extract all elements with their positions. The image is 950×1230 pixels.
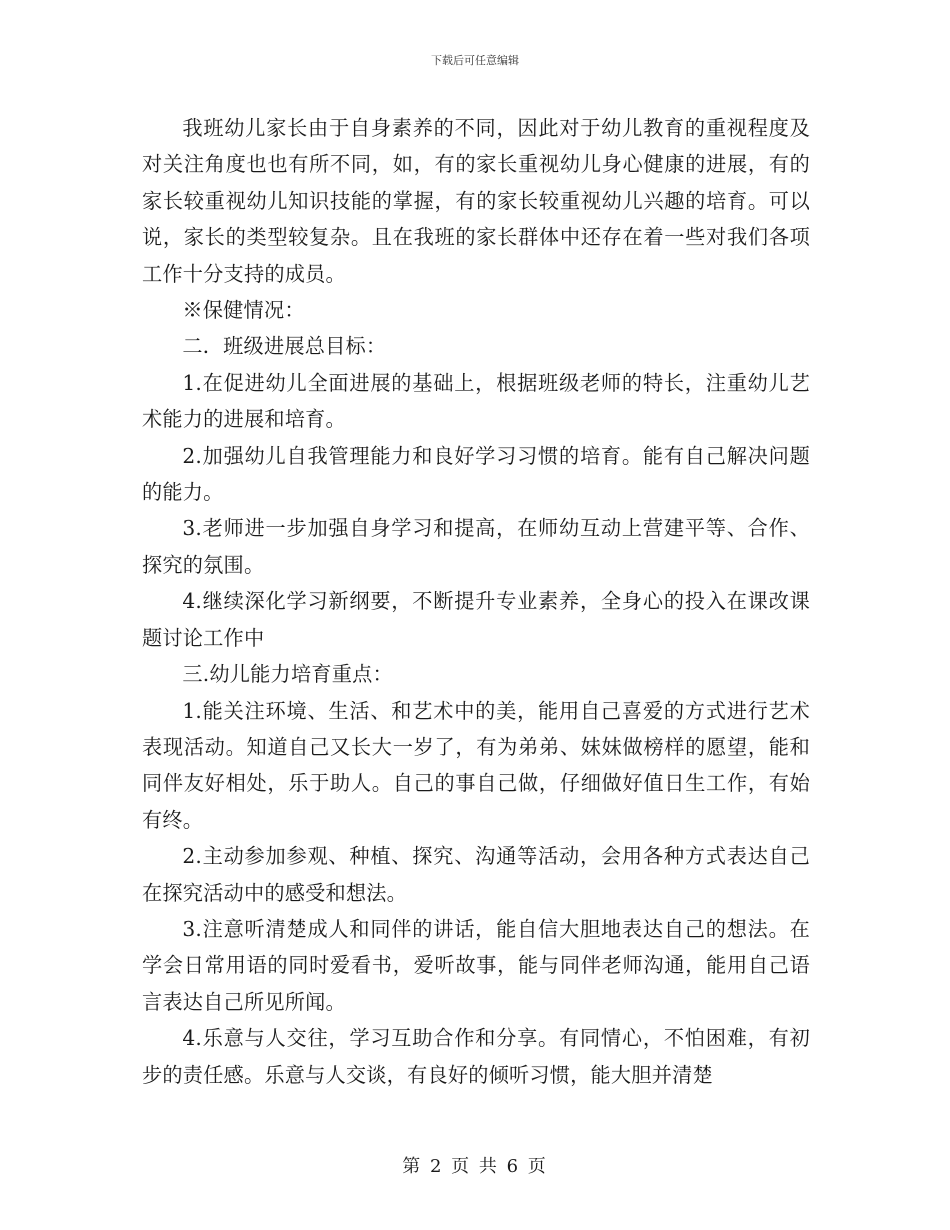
paragraph-goal-4: 4.继续深化学习新纲要，不断提升专业素养，全身心的投入在课改课题讨论工作中 <box>142 589 810 650</box>
document-body <box>142 110 810 1093</box>
paragraph-focus-2: 2.主动参加参观、种植、探究、沟通等活动，会用各种方式表达自己在探究活动中的感受和想法。 <box>142 844 810 905</box>
paragraph-health-status: ※保健情况： <box>182 298 305 323</box>
paragraph-goal-2: 2.加强幼儿自我管理能力和良好学习习惯的培育。能有自己解决问题的能力。 <box>142 443 810 505</box>
paragraph-focus-3: 3.注意听清楚成人和同伴的讲话，能自信大胆地表达自己的想法。在学会日常用语的同时爱看书，爱听故事，能与同伴老师沟通，能用自己语言表达自己所见所闻。 <box>142 916 810 1014</box>
page-number: 第 2 页 共 6 页 <box>402 1156 548 1177</box>
paragraph-focus-4: 4.乐意与人交往，学习互助合作和分享。有同情心，不怕困难，有初步的责任感。乐意与人交谈，有良好的倾听习惯，能大胆并清楚 <box>142 1026 810 1087</box>
section-heading-ability-focus: 三.幼儿能力培育重点： <box>182 662 393 687</box>
paragraph-parents: 我班幼儿家长由于自身素养的不同，因此对于幼儿教育的重视程度及对关注角度也也有所不同，如，有的家长重视幼儿身心健康的进展，有的家长较重视幼儿知识技能的掌握，有的家长较重视幼儿兴趣的培育。可以说，家长的类型较复杂。且在我班的家长群体中还存在着一些对我们各项工作十分支持的成员。 <box>142 116 810 286</box>
page-header: 下载后可任意编辑 <box>431 54 519 67</box>
section-heading-class-goals: 二．班级进展总目标： <box>182 334 387 359</box>
paragraph-focus-1: 1.能关注环境、生活、和艺术中的美，能用自己喜爱的方式进行艺术表现活动。知道自己又长大一岁了，有为弟弟、妹妹做榜样的愿望，能和同伴友好相处，乐于助人。自己的事自己做，仔细做好值日生工作，有始有终。 <box>142 698 810 832</box>
paragraph-goal-3: 3.老师进一步加强自身学习和提高，在师幼互动上营建平等、合作、探究的氛围。 <box>142 516 810 577</box>
paragraph-goal-1: 1.在促进幼儿全面进展的基础上，根据班级老师的特长，注重幼儿艺术能力的进展和培育。 <box>142 370 810 432</box>
